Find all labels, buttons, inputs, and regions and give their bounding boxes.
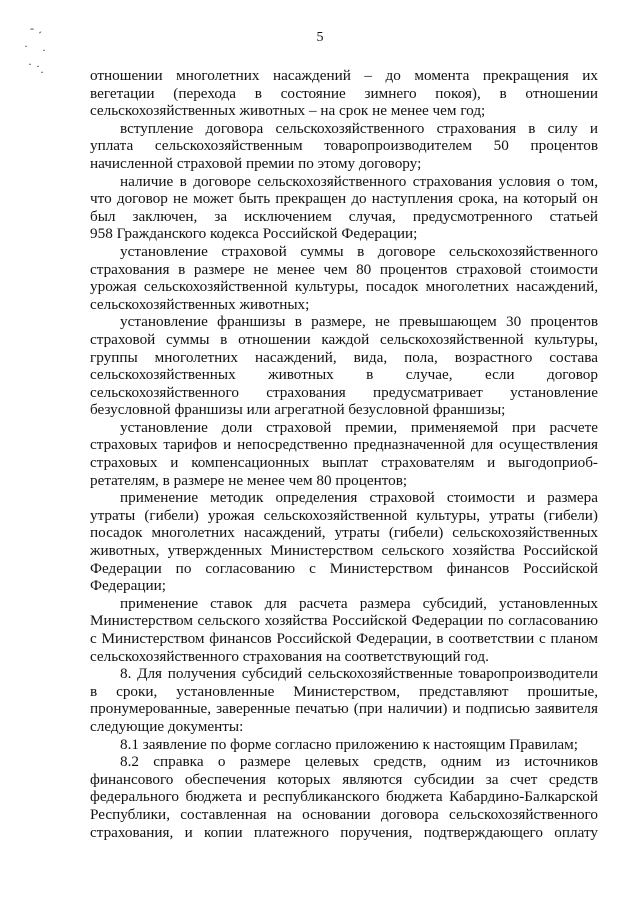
text-line: наличие в договоре сельскохозяйственного страхования условия о том, [120, 172, 598, 190]
text-line: установление франшизы в размере, не превышающем 30 процентов [120, 313, 598, 331]
text-line: Министерством сельского хозяйства Российской Федерации по согласованию [90, 612, 598, 630]
text-line: вегетации (перехода в состояние зимнего покоя), в отношении [90, 84, 598, 102]
text-line: сельскохозяйственных животных – на срок не менее чем год; [90, 102, 486, 120]
scan-mark: ´ [38, 29, 42, 43]
text-line: посадок многолетних насаждений, утраты (гибели) сельскохозяйственных [90, 524, 598, 542]
text-line: 958 Гражданского кодекса Российской Федерации; [90, 225, 418, 243]
text-line: 8.2 справка о размере целевых средств, одним из источников [120, 753, 598, 771]
text-line: страхования в размере не менее чем 80 процентов страховой стоимости [90, 260, 598, 278]
document-body [90, 67, 598, 841]
text-line: страхования, и копии платежного поручения, подтверждающего оплату [90, 823, 598, 841]
text-line: применение методик определения страховой стоимости и размера [120, 489, 598, 507]
page-number: 5 [316, 30, 324, 45]
text-line: 8.1 заявление по форме согласно приложению к настоящим Правилам; [120, 735, 578, 753]
text-line: Федерации; [90, 577, 166, 595]
text-line: сельскохозяйственного страхования на соответствующий год. [90, 647, 489, 665]
text-line: уплата сельскохозяйственным товаропроизводителем 50 процентов [90, 137, 598, 155]
text-line: что договор не может быть прекращен до наступления срока, на который он [90, 190, 598, 208]
text-line: вступление договора сельскохозяйственного страхования в силу и [120, 119, 598, 137]
text-line: урожая сельскохозяйственной культуры, посадок многолетних насаждений, [90, 278, 598, 296]
text-line: Республики, составленная на основании договора сельскохозяйственного [90, 805, 598, 823]
text-line: в сроки, установленные Министерством, представляют прошитые, [90, 682, 598, 700]
text-line: с Министерством финансов Российской Федерации, в соответствии с планом [90, 630, 598, 647]
text-line: страховой суммы в отношении каждой сельскохозяйственной культуры, [90, 330, 598, 348]
text-line: страховых тарифов и непосредственно предназначенной для осуществления [90, 436, 598, 454]
text-line: утраты (гибели) урожая сельскохозяйственной культуры, утраты (гибели) [90, 506, 598, 524]
text-line: сельскохозяйственных животных; [90, 295, 310, 313]
text-line: ретателям, в размере не менее чем 80 процентов; [90, 471, 408, 489]
text-line: следующие документы: [90, 717, 244, 735]
text-line: применение ставок для расчета размера субсидий, установленных [120, 594, 598, 612]
text-line: был заключен, за исключением случая, предусмотренного статьей [90, 207, 598, 225]
text-line: сельскохозяйственного страхования предусматривает установление [90, 383, 598, 401]
text-line: начисленной страховой премии по этому договору; [90, 154, 422, 172]
scan-mark: - [30, 21, 34, 35]
text-line: федерального бюджета и республиканского бюджета Кабардино-Балкарской [90, 788, 598, 806]
scan-mark: · [36, 59, 40, 73]
text-line: страховых и компенсационных выплат страхователям и выгодоприоб- [90, 454, 598, 472]
text-line: установление доли страховой премии, применяемой при расчете [120, 418, 598, 436]
scan-mark: · [28, 57, 32, 71]
text-line: финансового обеспечения которых являются субсидии за счет средств [90, 770, 598, 788]
text-line: группы многолетних насаждений, вида, пола, возрастного состава [90, 348, 598, 366]
text-line: установление страховой суммы в договоре сельскохозяйственного [120, 242, 598, 260]
text-line: сельскохозяйственных животных в случае, если договор [90, 366, 598, 384]
text-line: безусловной франшизы или агрегатной безусловной франшизы; [90, 401, 506, 419]
text-line: Федерации по согласованию с Министерством финансов Российской [90, 559, 598, 577]
text-line: отношении многолетних насаждений – до момента прекращения их [90, 67, 598, 84]
scan-mark: · [40, 65, 44, 79]
text-line: пронумерованные, заверенные печатью (при наличии) и подписью заявителя [90, 700, 598, 718]
text-line: 8. Для получения субсидий сельскохозяйственные товаропроизводители [120, 665, 598, 683]
scan-mark: · [42, 43, 46, 57]
scan-mark: · [24, 39, 28, 53]
text-line: животных, утвержденных Министерством сельского хозяйства Российской [90, 542, 598, 560]
